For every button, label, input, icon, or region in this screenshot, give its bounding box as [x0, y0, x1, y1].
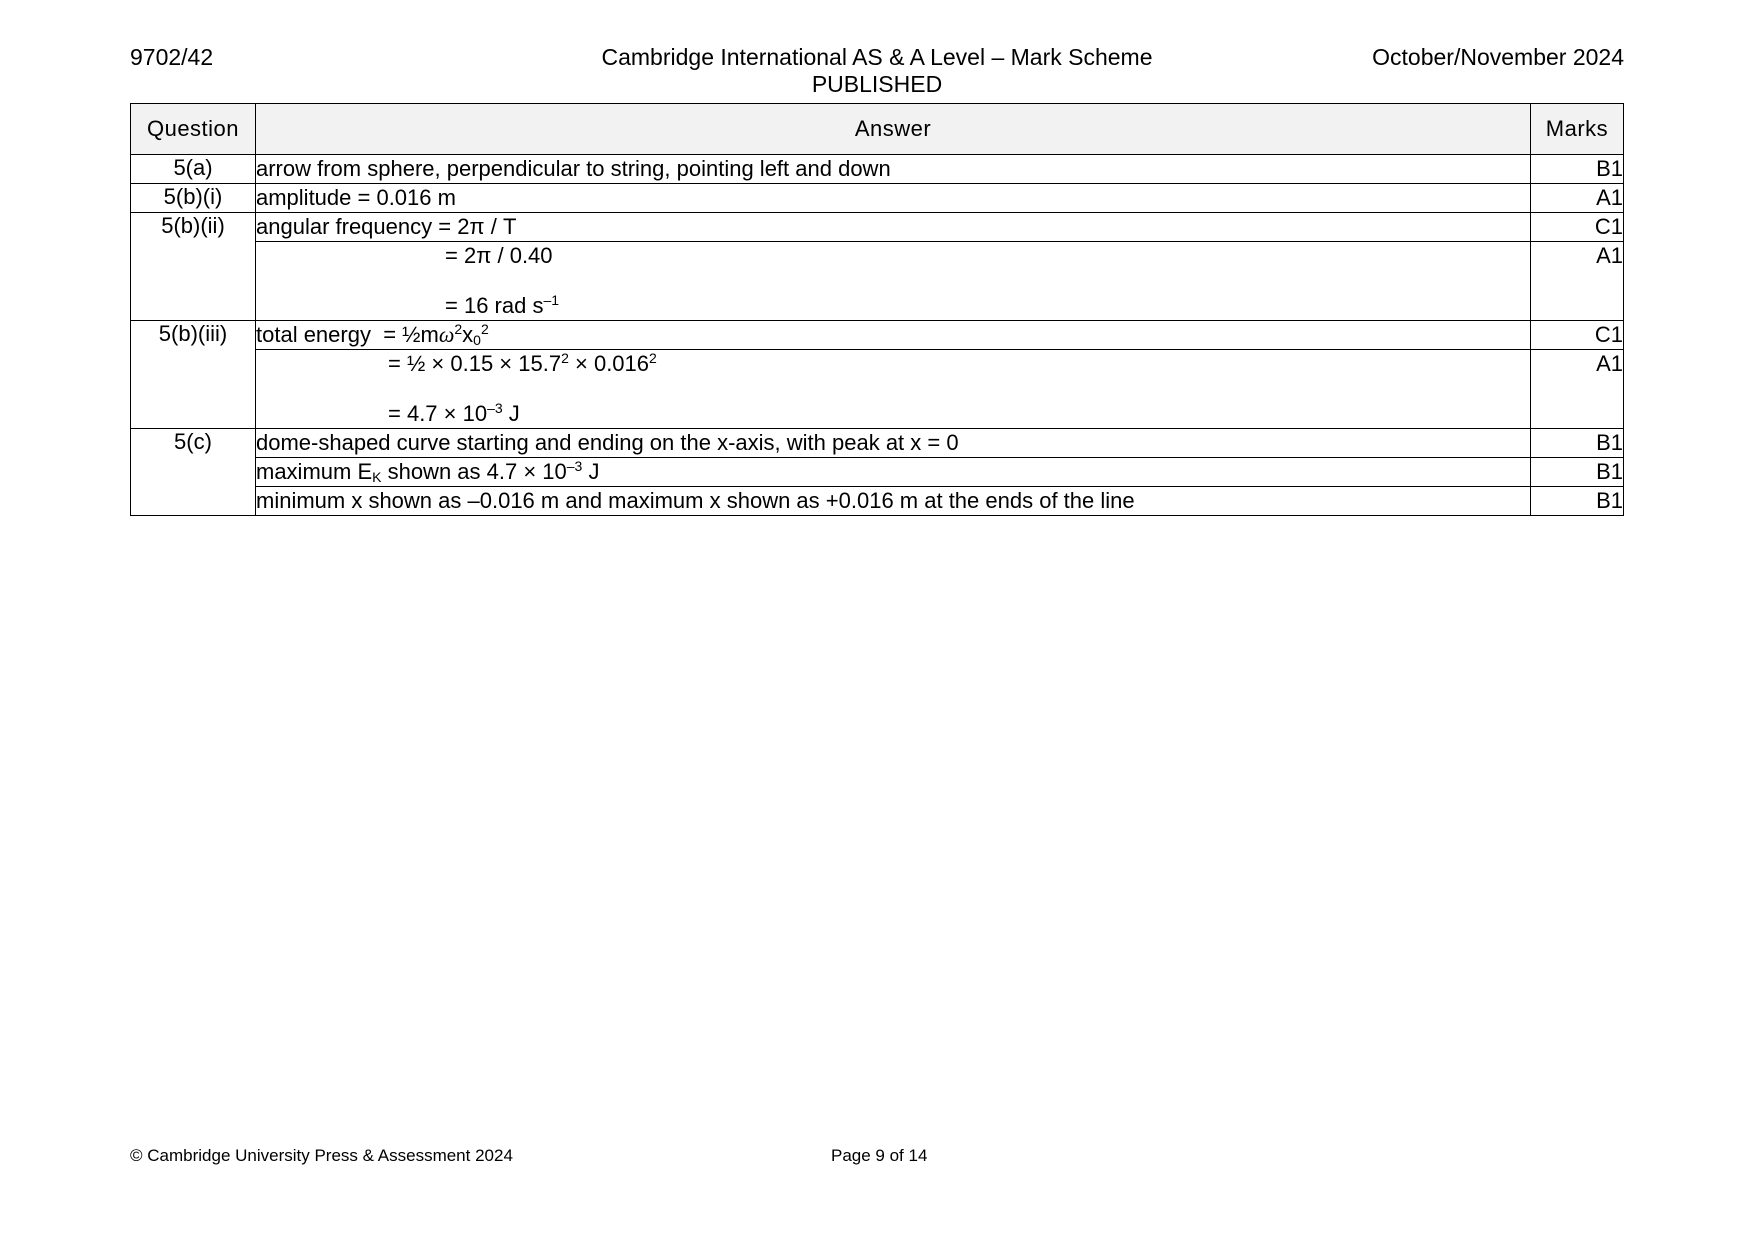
mark-cell: B1 [1531, 429, 1624, 458]
mark-cell: A1 [1531, 184, 1624, 213]
unit-text: J [582, 459, 600, 484]
working-line: = 2π / 0.40 [445, 243, 553, 268]
exponent: 2 [561, 350, 569, 366]
answer-cell [256, 350, 1531, 429]
exponent: –3 [566, 458, 583, 474]
subscript: 0 [473, 332, 481, 348]
page-number: Page 9 of 14 [831, 1146, 928, 1165]
table-row [131, 458, 1624, 487]
answer-cell [256, 242, 1531, 321]
table-row [131, 242, 1624, 321]
table-row [131, 350, 1624, 429]
working-text: × 0.016 [568, 351, 650, 376]
answer-cell: amplitude = 0.016 m [256, 184, 1531, 213]
working-line [256, 350, 1530, 378]
paper-code: 9702/42 [130, 44, 214, 70]
exponent: –3 [487, 400, 503, 416]
mark-cell: C1 [1531, 213, 1624, 242]
table-header-row [131, 104, 1624, 155]
answer-cell: minimum x shown as –0.016 m and maximum x shown as +0.016 m at the ends of the line [256, 487, 1531, 516]
question-label: 5(a) [131, 155, 256, 184]
answer-text: shown as 4.7 × 10 [381, 459, 567, 484]
question-label: 5(b)(iii) [131, 321, 256, 429]
table-row [131, 184, 1624, 213]
table-row [131, 487, 1624, 516]
mark-cell: A1 [1531, 242, 1624, 321]
mark-cell: B1 [1531, 487, 1624, 516]
published-label: PUBLISHED [811, 71, 943, 97]
question-column-header: Question [131, 104, 256, 155]
document-title: Cambridge International AS & A Level – Mark Scheme [601, 44, 1153, 70]
result-line [256, 292, 1530, 320]
exam-session: October/November 2024 [1372, 44, 1624, 70]
question-label: 5(c) [131, 429, 256, 516]
displacement-symbol: x [462, 322, 474, 347]
formula-prefix: total energy = ½m [256, 322, 439, 347]
answer-text: maximum E [256, 459, 373, 484]
question-label: 5(b)(ii) [131, 213, 256, 321]
table-row [131, 429, 1624, 458]
result-text: = 16 rad s [445, 293, 544, 318]
omega-symbol: ω [438, 322, 455, 347]
exponent: –1 [543, 292, 560, 308]
exponent: 2 [480, 321, 489, 337]
exponent: 2 [649, 350, 657, 366]
result-text: = 4.7 × 10 [388, 401, 488, 426]
answer-cell [256, 458, 1531, 487]
table-row [131, 213, 1624, 242]
result-line [256, 400, 1530, 428]
unit-text: J [502, 401, 520, 426]
copyright-notice: © Cambridge University Press & Assessment 2024 [130, 1146, 513, 1165]
mark-cell: C1 [1531, 321, 1624, 350]
table-row [131, 321, 1624, 350]
answer-cell [256, 321, 1531, 350]
exponent: 2 [454, 321, 463, 337]
answer-column-header: Answer [256, 104, 1531, 155]
answer-cell: angular frequency = 2π / T [256, 213, 1531, 242]
table-row [131, 155, 1624, 184]
mark-cell: A1 [1531, 350, 1624, 429]
answer-cell: arrow from sphere, perpendicular to string, pointing left and down [256, 155, 1531, 184]
mark-scheme-table [130, 103, 1624, 516]
mark-cell: B1 [1531, 458, 1624, 487]
working-text: = ½ × 0.15 × 15.7 [388, 351, 562, 376]
subscript: K [372, 469, 382, 485]
question-label: 5(b)(i) [131, 184, 256, 213]
answer-cell: dome-shaped curve starting and ending on the x-axis, with peak at x = 0 [256, 429, 1531, 458]
marks-column-header: Marks [1531, 104, 1624, 155]
mark-cell: B1 [1531, 155, 1624, 184]
